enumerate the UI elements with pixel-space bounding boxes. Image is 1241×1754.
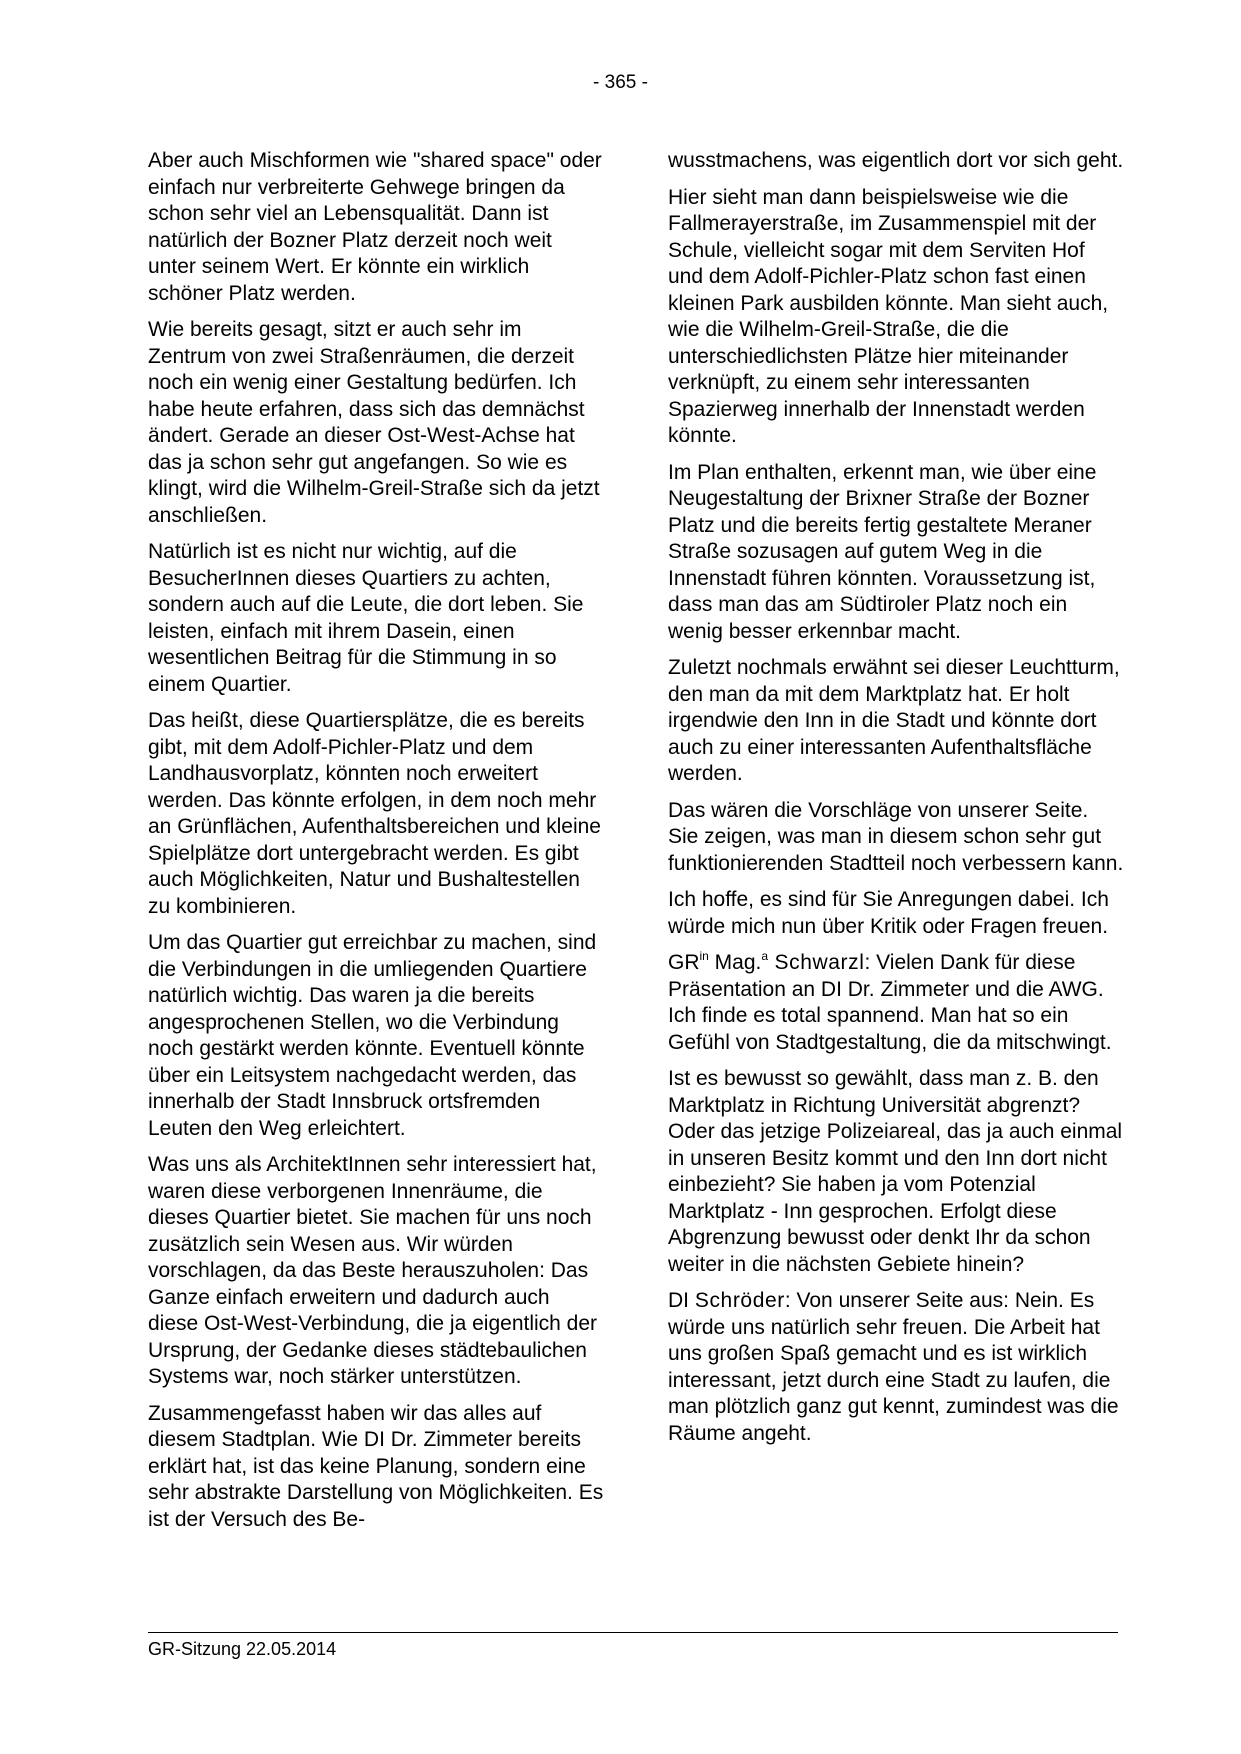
speaker-paragraph-schwarzl [668,950,1124,1056]
speaker-prefix: DI [668,1289,695,1312]
speaker-text: : Vielen Dank für diese Präsentation an DI Dr. Zimmeter und die AWG. Ich finde es total spannend. Man hat so ein Gefühl von Stadtgestaltung, die da mitschwingt. [668,951,1112,1054]
speaker-name: Schwarzl [768,951,865,974]
paragraph: Das wären die Vorschläge von unserer Seite. Sie zeigen, was man in diesem schon sehr gut funktionierenden Stadtteil noch verbessern kann. [668,798,1124,875]
paragraph: Im Plan enthalten, erkennt man, wie über eine Neugestaltung der Brixner Straße der Bozner Platz und die bereits fertig gestaltete Meraner Straße sozusagen auf gutem Weg in die Innenstadt führen könnten. Voraussetzung ist, dass man das am Südtiroler Platz noch ein wenig besser erkennbar macht. [668,460,1097,643]
superscript: a [761,949,769,963]
paragraph: Ich hoffe, es sind für Sie Anregungen dabei. Ich würde mich nun über Kritik oder Fragen freuen. [668,888,1109,938]
footer-text: GR-Sitzung 22.05.2014 [148,1639,337,1659]
paragraph: Natürlich ist es nicht nur wichtig, auf die BesucherInnen dieses Quartiers zu achten, sondern auch auf die Leute, die dort leben. Sie leisten, einfach mit ihrem Dasein, einen wesentlichen Beitrag für die Stimmung in so einem Quartier. [148,540,584,696]
paragraph: Um das Quartier gut erreichbar zu machen, sind die Verbindungen in die umliegenden Quartiere natürlich wichtig. Das waren ja die bereits angesprochenen Stellen, wo die Verbindung noch gestärkt werden könnte. Eventuell könnte über ein Leitsystem nachgedacht werden, das innerhalb der Stadt Innsbruck ortsfremden Leuten den Weg erleichtert. [148,931,597,1140]
footer-divider [148,1632,1118,1633]
speaker-name: Schröder [694,1289,785,1312]
paragraph: Ist es bewusst so gewählt, dass man z. B. den Marktplatz in Richtung Universität abgrenzt? Oder das jetzige Polizeiareal, das ja auch einmal in unseren Besitz kommt und den Inn dort nicht einbezieht? Sie haben ja vom Potenzial Marktplatz - Inn gesprochen. Erfolgt diese Abgrenzung bewusst oder denkt Ihr da schon weiter in die nächsten Gebiete hinein? [668,1067,1123,1276]
paragraph: Was uns als ArchitektInnen sehr interessiert hat, waren diese verborgenen Innenräume, die dieses Quartier bietet. Sie machen für uns noch zusätzlich sein Wesen aus. Wir würden vorschlagen, da das Beste herauszuholen: Das Ganze einfach erweitern und dadurch auch diese Ost-West-Verbindung, die ja eigentlich der Ursprung, der Gedanke dieses städtebaulichen Systems war, noch stärker unterstützen. [148,1153,598,1388]
paragraph: Aber auch Mischformen wie "shared space" oder einfach nur verbreiterte Gehwege bringen da schon sehr viel an Lebensqualität. Dann ist natürlich der Bozner Platz derzeit noch weit unter seinem Wert. Er könnte ein wirklich schöner Platz werden. [148,149,602,305]
paragraph: Zuletzt nochmals erwähnt sei dieser Leuchtturm, den man da mit dem Marktplatz hat. Er holt irgendwie den Inn in die Stadt und könnte dort auch zu einer interessanten Aufenthaltsfläche werden. [668,656,1120,785]
right-column [668,148,1124,1457]
page-number: - 365 - [593,72,648,93]
speaker-title: Mag. [708,951,762,974]
paragraph: Das heißt, diese Quartiersplätze, die es bereits gibt, mit dem Adolf-Pichler-Platz und dem Landhausvorplatz, könnten noch erweitert werden. Das könnte erfolgen, in dem noch mehr an Grünflächen, Aufenthaltsbereichen und kleine Spielplätze dort untergebracht werden. Es gibt auch Möglichkeiten, Natur und Bushaltestellen zu kombinieren. [148,709,601,918]
paragraph: Zusammengefasst haben wir das alles auf diesem Stadtplan. Wie DI Dr. Zimmeter bereits erklärt hat, ist das keine Planung, sondern eine sehr abstrakte Darstellung von Möglichkeiten. Es ist der Versuch des Be- [148,1401,604,1531]
paragraph: Wie bereits gesagt, sitzt er auch sehr im Zentrum von zwei Straßenräumen, die derzeit noch ein wenig einer Gestaltung bedürfen. Ich habe heute erfahren, dass sich das demnächst ändert. Gerade an dieser Ost-West-Achse hat das ja schon sehr gut angefangen. So wie es klingt, wird die Wilhelm-Greil-Straße sich da jetzt anschließen. [148,318,600,527]
paragraph: Hier sieht man dann beispielsweise wie die Fallmerayerstraße, im Zusammenspiel mit der Schule, vielleicht sogar mit dem Serviten Hof und dem Adolf-Pichler-Platz schon fast einen kleinen Park ausbilden könnte. Man sieht auch, wie die Wilhelm-Greil-Straße, die die unterschiedlichsten Plätze hier miteinander verknüpft, zu einem sehr interessanten Spazierweg innerhalb der Innenstadt werden könnte. [668,185,1109,447]
speaker-prefix: GR [668,951,700,974]
left-column [148,148,604,1543]
speaker-paragraph-schroeder [668,1288,1124,1447]
speaker-text: : Von unserer Seite aus: Nein. Es würde uns natürlich sehr freuen. Die Arbeit hat uns großen Spaß gemacht und es ist wirklich interessant, jetzt durch eine Stadt zu laufen, die man plötzlich ganz gut kennt, zumindest was die Räume angeht. [668,1289,1119,1445]
paragraph: wusstmachens, was eigentlich dort vor sich geht. [668,149,1124,172]
superscript: in [699,949,709,963]
